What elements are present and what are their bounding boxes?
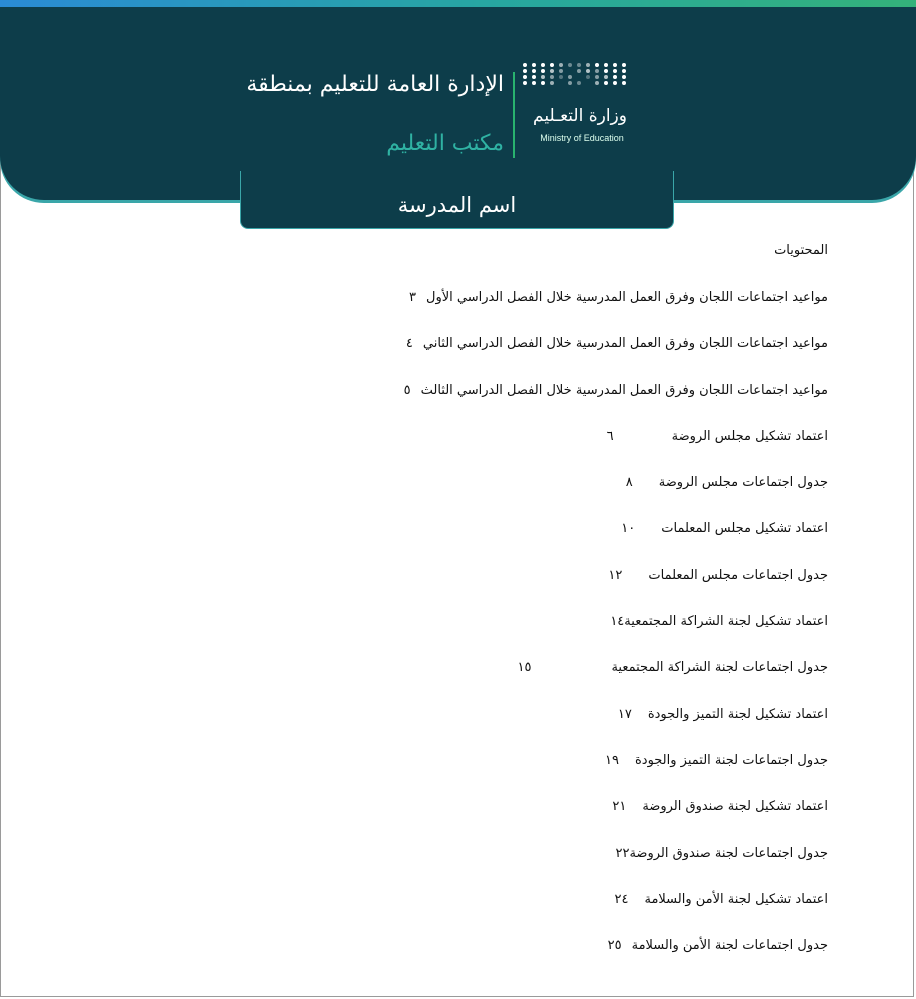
office-title: مكتب التعليم [386,131,504,156]
toc-list [268,284,828,978]
toc-item[interactable] [268,932,828,978]
toc-item-page: ٢١ [612,799,627,815]
toc-item-title: مواعيد اجتماعات اللجان وفرق العمل المدرسية خلال الفصل الدراسي الثالث [420,382,828,398]
toc-item-title: اعتماد تشكيل لجنة صندوق الروضة [642,799,828,815]
toc-item-page: ١٤ [610,614,625,630]
toc-item-page: ١٢ [608,567,623,583]
toc-item-title: جدول اجتماعات مجلس الروضة [658,475,828,491]
toc-item-page: ١٥ [517,660,532,676]
toc-item-page: ١٠ [621,521,636,537]
toc-item-page: ١٧ [617,706,632,722]
toc-item-page: ١٩ [605,752,619,768]
ministry-logo [523,63,643,149]
toc-item[interactable] [268,840,828,886]
ministry-dots-icon [523,63,633,85]
toc-item[interactable] [268,423,828,469]
toc-item[interactable] [268,793,828,839]
ministry-name-en: Ministry of Education [540,133,624,143]
toc-item[interactable] [268,654,828,700]
toc-item-title: اعتماد تشكيل مجلس الروضة [671,428,828,444]
toc-item-title: اعتماد تشكيل لجنة الأمن والسلامة [644,891,828,907]
toc-item[interactable] [268,562,828,608]
toc-item-title: جدول اجتماعات لجنة التميز والجودة [634,752,828,768]
toc-item-page: ٥ [403,382,411,398]
toc-item-title: اعتماد تشكيل لجنة الشراكة المجتمعية [624,614,828,630]
toc-item-title: جدول اجتماعات لجنة صندوق الروضة [629,845,828,861]
toc-item[interactable] [268,886,828,932]
toc-item-title: جدول اجتماعات مجلس المعلمات [648,567,828,583]
toc-item-page: ٢٤ [614,891,629,907]
toc-item[interactable] [268,284,828,330]
top-gradient-bar [0,0,916,7]
toc-item[interactable] [268,469,828,515]
toc-heading: المحتويات [774,243,828,258]
toc-item-title: اعتماد تشكيل مجلس المعلمات [661,521,828,537]
toc-item-page: ٤ [405,336,413,352]
toc-item-title: مواعيد اجتماعات اللجان وفرق العمل المدرسية خلال الفصل الدراسي الثاني [422,336,828,352]
admin-title: الإدارة العامة للتعليم بمنطقة [246,72,504,97]
school-name: اسم المدرسة [397,193,517,217]
toc-item-page: ٣ [409,290,417,305]
toc-item-page: ٢٢ [615,845,630,861]
toc-item-page: ٨ [625,475,633,491]
toc-item-title: جدول اجتماعات لجنة الأمن والسلامة [631,938,828,954]
school-name-tab [240,171,674,229]
toc-item[interactable] [268,377,828,423]
toc-item-title: اعتماد تشكيل لجنة التميز والجودة [647,706,828,722]
toc-item[interactable] [268,608,828,654]
ministry-name-ar: وزارة التعـليم [533,106,627,126]
toc-item[interactable] [268,515,828,561]
toc-item[interactable] [268,330,828,376]
toc-item-page: ٦ [606,428,614,444]
header-divider [513,72,515,158]
toc-item[interactable] [268,701,828,747]
toc-item[interactable] [268,747,828,793]
toc-item-page: ٢٥ [607,938,622,954]
toc-item-title: جدول اجتماعات لجنة الشراكة المجتمعية [611,660,828,676]
toc-item-title: مواعيد اجتماعات اللجان وفرق العمل المدرسية خلال الفصل الدراسي الأول [426,290,828,305]
